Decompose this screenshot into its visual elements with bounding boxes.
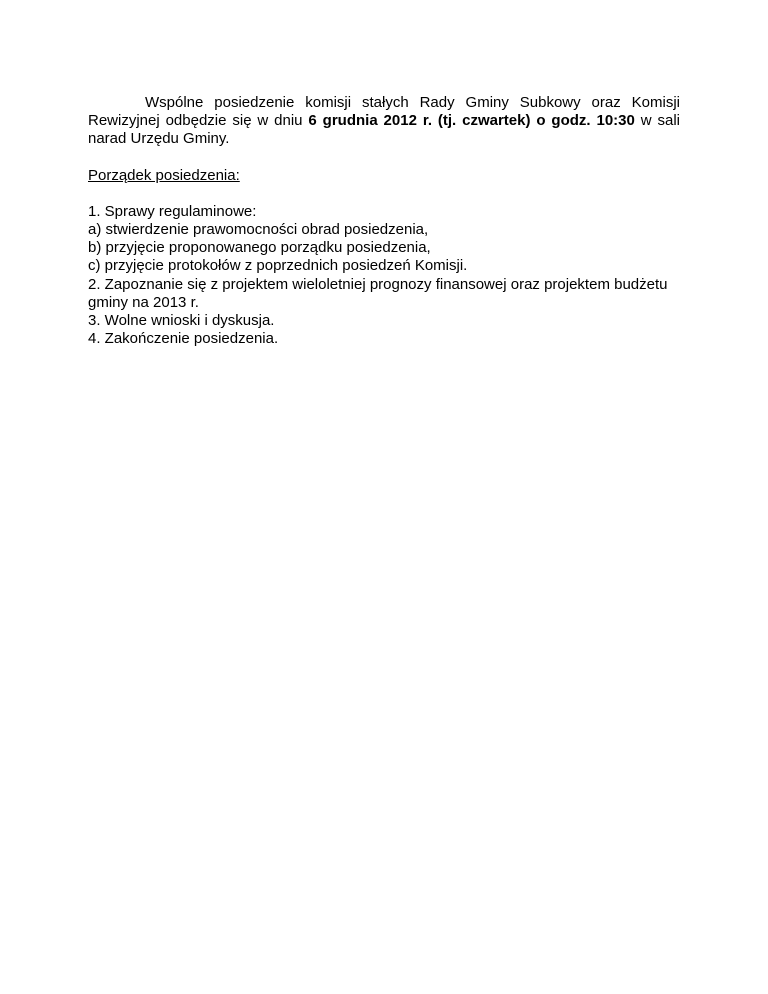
agenda-heading: Porządek posiedzenia:	[88, 166, 240, 184]
agenda-item: b) przyjęcie proponowanego porządku posiedzenia,	[88, 239, 431, 257]
agenda-item: c) przyjęcie protokołów z poprzednich posiedzeń Komisji.	[88, 257, 468, 275]
announcement-text-end: w sali narad Urzędu Gminy.	[88, 112, 680, 148]
agenda-item: a) stwierdzenie prawomocności obrad posiedzenia,	[88, 221, 429, 239]
meeting-announcement	[88, 94, 680, 149]
agenda-list	[88, 203, 680, 349]
agenda-item: 2. Zapoznanie się z projektem wieloletniej prognozy finansowej oraz projektem budżetu gminy na 2013 r.	[88, 275, 668, 311]
meeting-date-time: 6 grudnia 2012 r. (tj. czwartek) o godz. 10:30	[308, 112, 635, 130]
agenda-item: 4. Zakończenie posiedzenia.	[88, 330, 279, 348]
agenda-item: 1. Sprawy regulaminowe:	[88, 202, 257, 220]
announcement-text-start: Wspólne posiedzenie komisji stałych Rady Gminy Subkowy oraz Komisji Rewizyjnej odbędzie się w dniu	[88, 94, 680, 130]
agenda-item: 3. Wolne wnioski i dyskusja.	[88, 312, 275, 330]
document-body	[88, 94, 680, 348]
